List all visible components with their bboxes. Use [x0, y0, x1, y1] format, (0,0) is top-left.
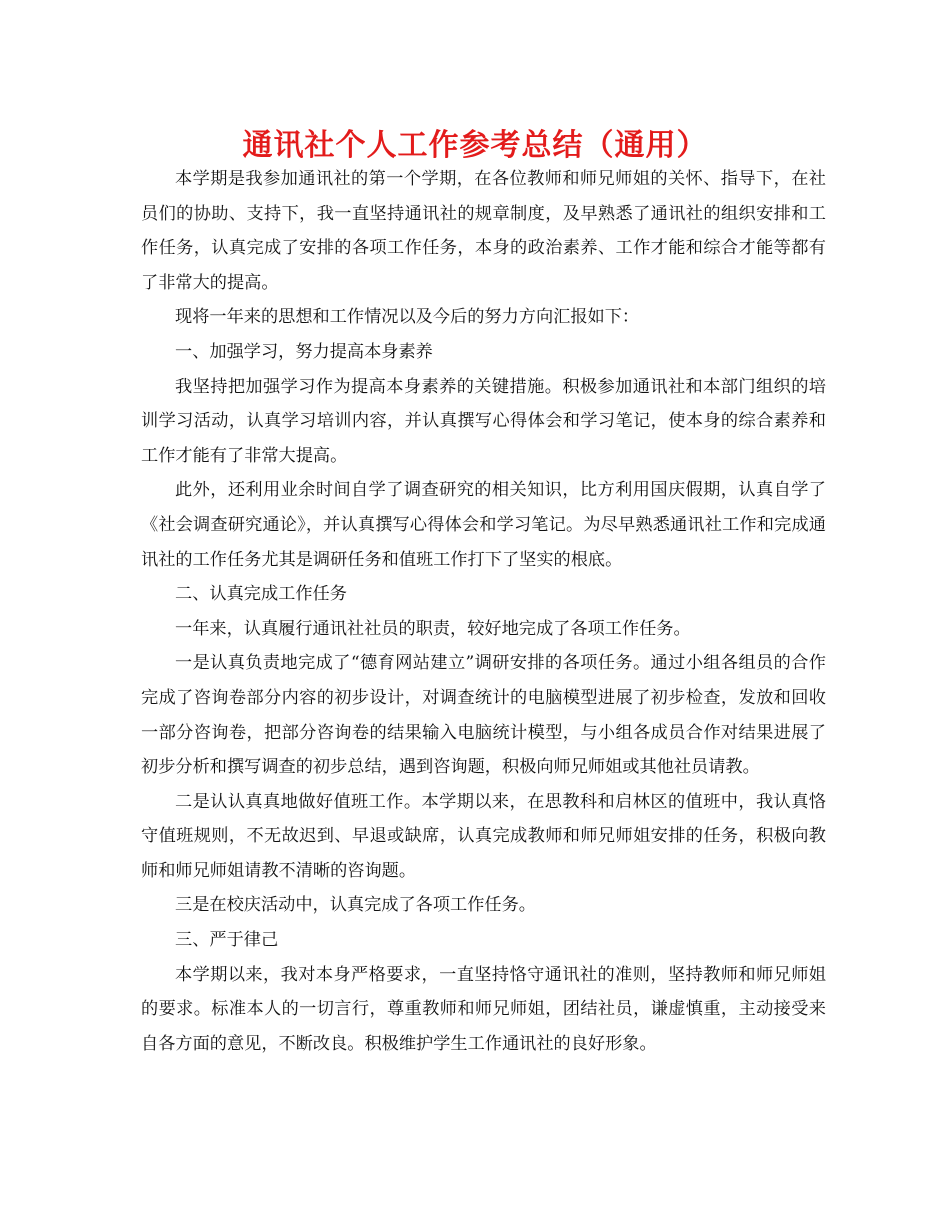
paragraph-task-duty: 二是认认真真地做好值班工作。本学期以来，在思教科和启林区的值班中，我认真恪守值班规则，不无故迟到、早退或缺席，认真完成教师和师兄师姐安排的任务，积极向教师和师兄师姐请教不清晰的咨询题。 [141, 791, 826, 881]
paragraph-discipline: 本学期以来，我对本身严格要求，一直坚持恪守通讯社的准则，坚持教师和师兄师姐的要求。标准本人的一切言行，尊重教师和师兄师姐，团结社员，谦虚慎重，主动接受来自各方面的意见，不断改良。积极维护学生工作通讯社的良好形象。 [141, 964, 826, 1054]
section-heading-tasks: 二、认真完成工作任务 [175, 584, 347, 605]
paragraph-task-research: 一是认真负责地完成了“德育网站建立”调研安排的各项任务。通过小组各组员的合作完成了咨询卷部分内容的初步设计，对调查统计的电脑模型进展了初步检查，发放和回收一部分咨询卷，把部分咨询卷的结果输入电脑统计模型，与小组各成员合作对结果进展了初步分析和撰写调查的初步总结，遇到咨询题，积极向师兄师姐或其他社员请教。 [141, 653, 826, 778]
document-body [141, 162, 826, 1061]
paragraph-overview: 现将一年来的思想和工作情况以及今后的努力方向汇报如下： [175, 307, 640, 328]
paragraph-intro: 本学期是我参加通讯社的第一个学期，在各位教师和师兄师姐的关怀、指导下，在社员们的协助、支持下，我一直坚持通讯社的规章制度，及早熟悉了通讯社的组织安排和工作任务，认真完成了安排的各项工作任务，本身的政治素养、工作才能和综合才能等都有了非常大的提高。 [141, 169, 826, 293]
paragraph-study-2: 此外，还利用业余时间自学了调查研究的相关知识，比方利用国庆假期，认真自学了《社会调查研究通论》，并认真撰写心得体会和学习笔记。为尽早熟悉通讯社工作和完成通讯社的工作任务尤其是调研任务和值班工作打下了坚实的根底。 [141, 480, 826, 570]
paragraph-task-anniversary: 三是在校庆活动中，认真完成了各项工作任务。 [175, 895, 536, 916]
paragraph-study-1: 我坚持把加强学习作为提高本身素养的关键措施。积极参加通讯社和本部门组织的培训学习活动，认真学习培训内容，并认真撰写心得体会和学习笔记，使本身的综合素养和工作才能有了非常大提高。 [141, 376, 826, 466]
section-heading-study: 一、加强学习，努力提高本身素养 [175, 341, 433, 362]
document-title: 通讯社个人工作参考总结（通用） [242, 128, 708, 163]
section-heading-discipline: 三、严于律己 [175, 930, 279, 951]
paragraph-tasks-summary: 一年来，认真履行通讯社社员的职责，较好地完成了各项工作任务。 [175, 618, 691, 639]
